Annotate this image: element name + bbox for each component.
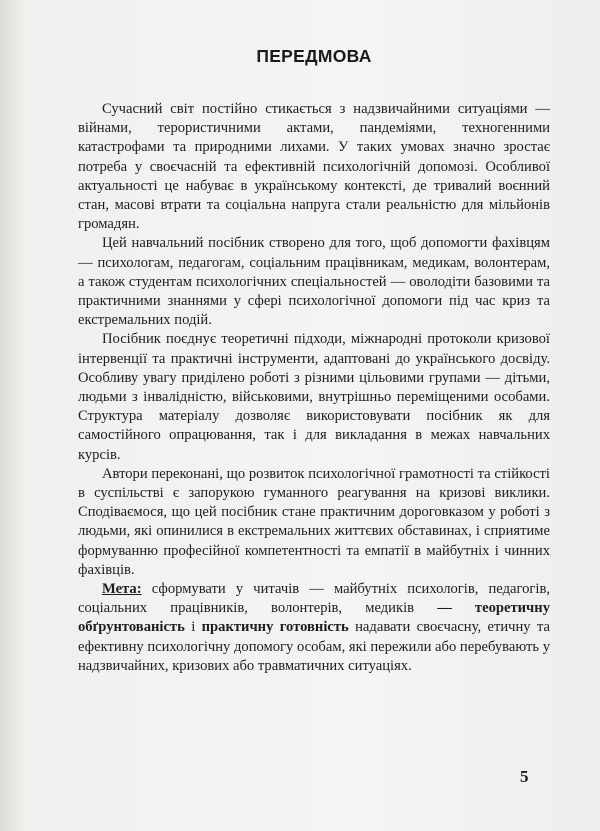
paragraph-3: Посібник поєднує теоретичні підходи, міжнародні протоколи кризової інтервенції та практичні інструменти, адаптовані до українського досвіду. Особливу увагу приділено роботі з різними цільовими групами — дітьми, людьми з інвалідністю, військовими, внутрішньо переміщеними особами. Структура матеріалу дозволяє використовувати посібник як для самостійного опрацювання, так і для викладання в межах навчальних курсів.: [78, 331, 550, 463]
page-title: ПЕРЕДМОВА: [256, 46, 372, 66]
goal-bold-1: — теоретичну обґрунтованість: [78, 600, 550, 636]
paragraph-1: Сучасний світ постійно стикається з надзвичайними ситуаціями — війнами, терористичними актами, пандеміями, техногенними катастрофами та природними лихами. У таких умовах значно зростає потреба у своєчасній та ефективній психологічній допомозі. Особливої актуальності це набуває в українському контексті, де тривалий воєнний стан, масові втрати та соціальна напруга стали реальністю для мільйонів громадян.: [78, 101, 550, 233]
goal-bold-2: практичну готовність: [201, 619, 349, 636]
paragraph-4: Автори переконані, що розвиток психологічної грамотності та стійкості в суспільстві є запорукою гуманного реагування на кризові виклики. Сподіваємося, що цей посібник стане практичним дороговказом у роботі з людьми, які опинилися в екстремальних життєвих обставинах, і сприятиме формуванню професійної компетентності та емпатії в майбутніх і чинних фахівців.: [78, 465, 550, 578]
page-content: [78, 46, 550, 676]
goal-text-2: і: [184, 619, 202, 636]
goal-text-3: надавати своєчасну, етичну та ефективну психологічну допомогу особам, які пережили або перебувають у надзвичайних, кризових або травматичних ситуаціях.: [78, 619, 551, 674]
page-number: 5: [520, 767, 529, 786]
goal-text-1: сформувати у читачів — майбутніх психологів, педагогів, соціальних працівників, волонтерів, медиків: [78, 581, 550, 617]
goal-paragraph: [78, 580, 550, 676]
paragraph-2: Цей навчальний посібник створено для того, щоб допомогти фахівцям — психологам, педагогам, соціальним працівникам, медикам, волонтерам, а також студентам психологічних спеціальностей — оволодіти базовими та практичними знаннями у сфері психологічної допомоги під час криз та екстремальних подій.: [78, 235, 550, 329]
goal-label: Мета:: [102, 581, 142, 598]
